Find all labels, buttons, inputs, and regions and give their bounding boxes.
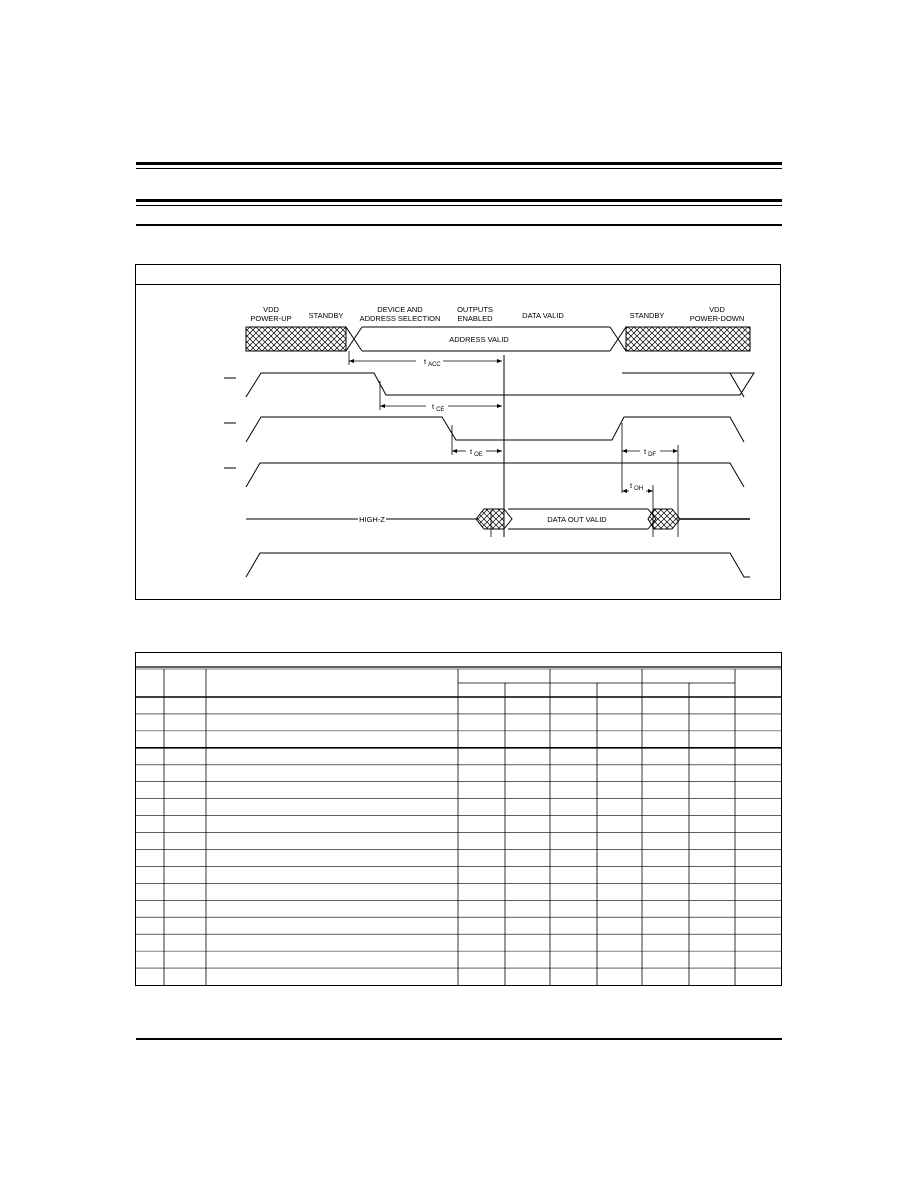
phase-standby-1: STANDBY: [308, 311, 344, 320]
phase-device-select-2: ADDRESS SELECTION: [359, 314, 441, 323]
svg-text:tDF: [644, 447, 656, 458]
tdf-sub: DF: [648, 452, 657, 458]
footer-rule: [136, 1038, 782, 1040]
toh-sub: OH: [634, 486, 644, 492]
tacc-t: t: [424, 357, 427, 366]
phase-device-select-1: DEVICE AND: [377, 305, 423, 314]
address-valid-label: ADDRESS VALID: [449, 335, 509, 344]
header-rule-thin: [136, 168, 782, 169]
highz-label: HIGH-Z: [359, 515, 385, 524]
phase-standby-2: STANDBY: [629, 311, 665, 320]
tacc-marker: [349, 351, 502, 368]
phase-data-valid: DATA VALID: [522, 311, 564, 320]
address-bus: [246, 327, 750, 351]
timing-diagram: [136, 285, 780, 599]
phase-vdd-power-down-2: POWER-DOWN: [689, 314, 745, 323]
svg-text:tOE: [470, 447, 483, 458]
toh-t: t: [630, 481, 633, 490]
data-out-bus: [246, 509, 750, 529]
table-grid: [136, 653, 781, 985]
phase-vdd-power-up-2: POWER-UP: [250, 314, 292, 323]
phase-outputs-enabled-1: OUTPUTS: [457, 305, 493, 314]
section-rule-thin: [136, 205, 782, 206]
svg-text:tOH: [630, 481, 643, 492]
section-rule-thick: [136, 199, 782, 202]
phase-outputs-enabled-2: ENABLED: [457, 314, 493, 323]
tce-t: t: [432, 402, 435, 411]
tacc-sub: ACC: [428, 362, 441, 368]
tce-sub: CE: [436, 407, 445, 413]
ac-characteristics-table: [135, 652, 782, 986]
toe-sub: OE: [474, 452, 483, 458]
timing-diagram-figure: [135, 264, 781, 600]
phase-vdd-power-down-1: VDD: [709, 305, 725, 314]
phase-labels: [250, 305, 744, 323]
data-out-valid-label: DATA OUT VALID: [547, 515, 607, 524]
tdf-t: t: [644, 447, 647, 456]
ce-waveform: [224, 373, 754, 413]
svg-text:tCE: [432, 402, 444, 413]
svg-text:tACC: [424, 357, 441, 368]
toe-t: t: [470, 447, 473, 456]
figure-title-bar: [136, 265, 780, 285]
phase-vdd-power-up-1: VDD: [263, 305, 279, 314]
vdd-waveform: [246, 553, 750, 577]
section-rule-bottom: [136, 224, 782, 226]
header-rule-thick: [136, 162, 782, 165]
